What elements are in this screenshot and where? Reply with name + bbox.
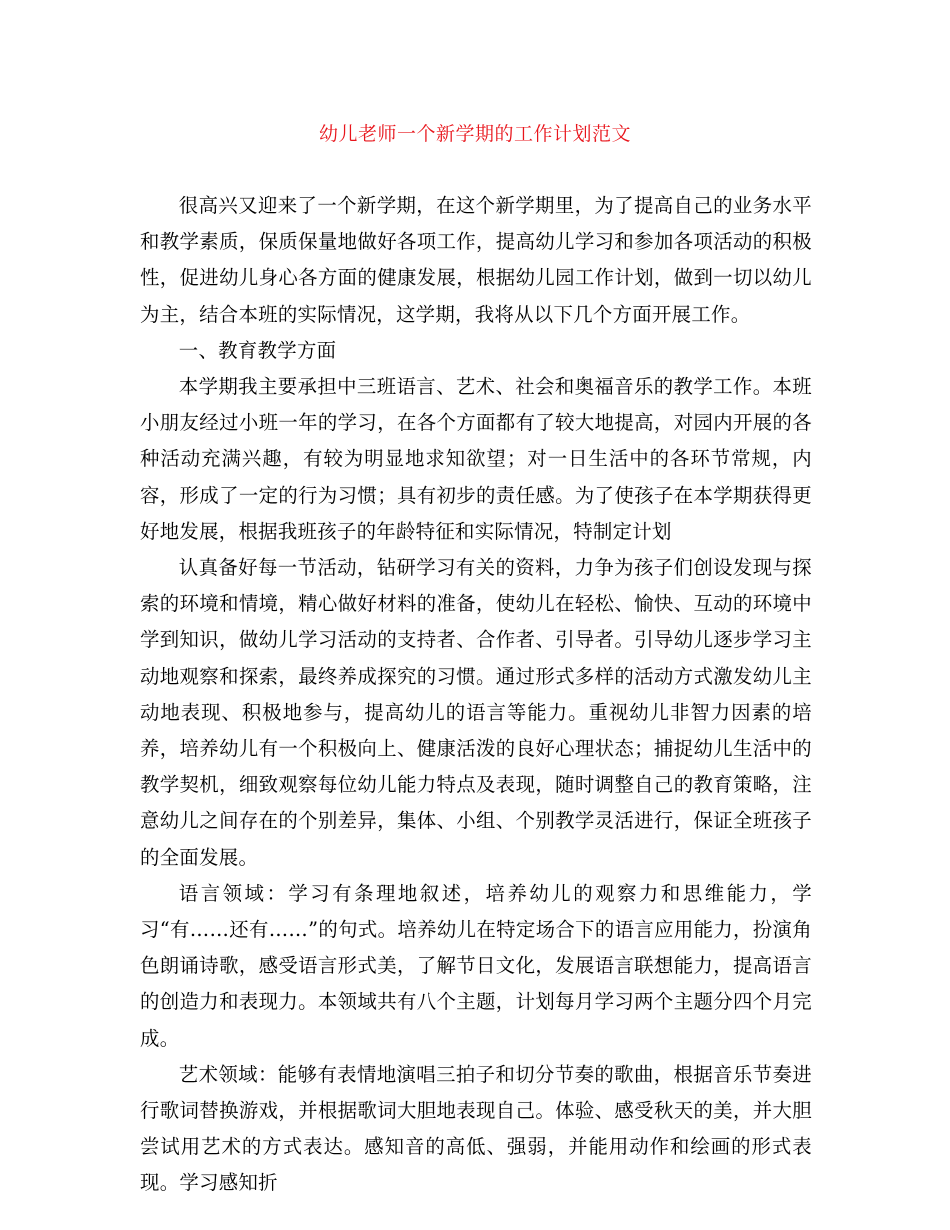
document-title: 幼儿老师一个新学期的工作计划范文 bbox=[318, 123, 631, 145]
paragraph-art-domain: 艺术领域：能够有表情地演唱三拍子和切分节奏的歌曲，根据音乐节奏进行歌词替换游戏，并根据歌词大胆地表现自己。体验、感受秋天的美，并大胆尝试用艺术的方式表达。感知音的高低、强弱，并能用动作和绘画的形式表现。学习感知折 bbox=[140, 1062, 812, 1195]
document-body bbox=[140, 188, 812, 1202]
paragraph-language-domain: 语言领域：学习有条理地叙述，培养幼儿的观察力和思维能力，学习“有……还有……”的句式。培养幼儿在特定场合下的语言应用能力，扮演角色朗诵诗歌，感受语言形式美，了解节日文化，发展语言联想能力，提高语言的创造力和表现力。本领域共有八个主题，计划每月学习两个主题分四个月完成。 bbox=[140, 881, 812, 1050]
paragraph-intro: 很高兴又迎来了一个新学期，在这个新学期里，为了提高自己的业务水平和教学素质，保质保量地做好各项工作，提高幼儿学习和参加各项活动的积极性，促进幼儿身心各方面的健康发展，根据幼儿园工作计划，做到一切以幼儿为主，结合本班的实际情况，这学期，我将从以下几个方面开展工作。 bbox=[140, 194, 812, 326]
paragraph-class-overview: 本学期我主要承担中三班语言、艺术、社会和奥福音乐的教学工作。本班小朋友经过小班一年的学习，在各个方面都有了较大地提高，对园内开展的各种活动充满兴趣，有较为明显地求知欲望；对一日生活中的各环节常规，内容，形成了一定的行为习惯；具有初步的责任感。为了使孩子在本学期获得更好地发展，根据我班孩子的年龄特征和实际情况，特制定计划 bbox=[140, 375, 812, 543]
section-heading: 一、教育教学方面 bbox=[178, 338, 337, 362]
paragraph-teaching-approach: 认真备好每一节活动，钻研学习有关的资料，力争为孩子们创设发现与探索的环境和情境，精心做好材料的准备，使幼儿在轻松、愉快、互动的环境中学到知识，做幼儿学习活动的支持者、合作者、引导者。引导幼儿逐步学习主动地观察和探索，最终养成探究的习惯。通过形式多样的活动方式激发幼儿主动地表现、积极地参与，提高幼儿的语言等能力。重视幼儿非智力因素的培养，培养幼儿有一个积极向上、健康活泼的良好心理状态；捕捉幼儿生活中的教学契机，细致观察每位幼儿能力特点及表现，随时调整自己的教育策略，注意幼儿之间存在的个别差异，集体、小组、个别教学灵活进行，保证全班孩子的全面发展。 bbox=[140, 556, 812, 869]
